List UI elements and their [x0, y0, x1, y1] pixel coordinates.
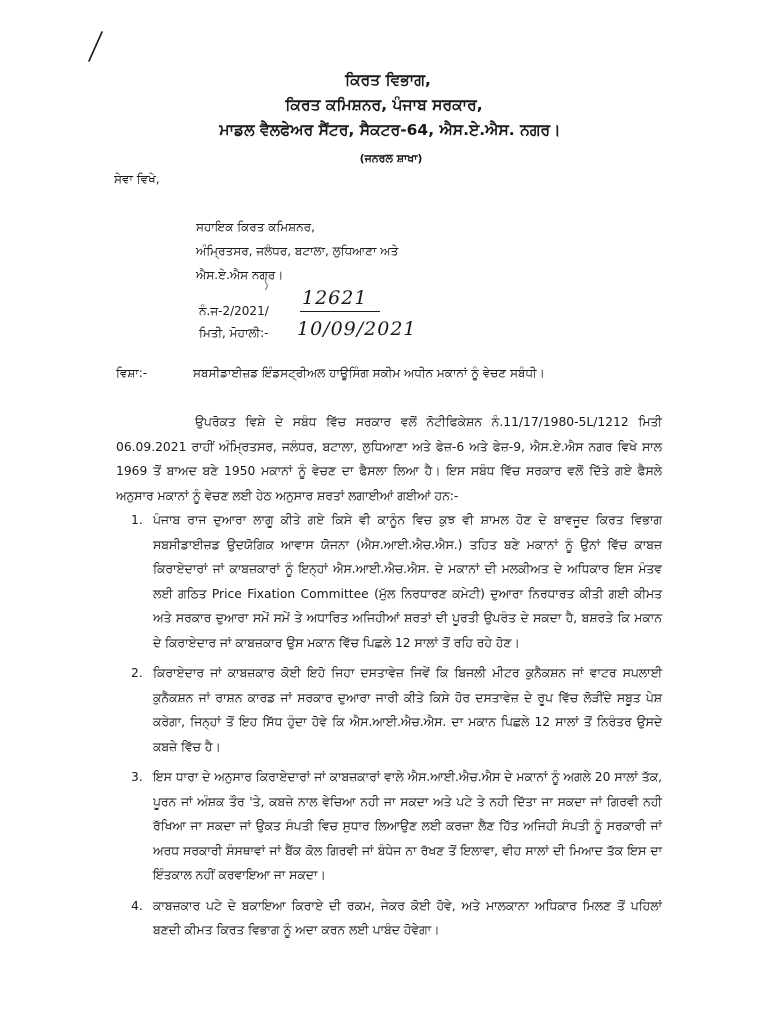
- department-name: ਕਿਰਤ ਵਿਭਾਗ,: [345, 71, 431, 89]
- reference-label: ਨੰ.ਜ-2/2021/: [199, 304, 269, 318]
- conditions-list: [116, 508, 662, 949]
- item-number: 1.: [131, 513, 143, 527]
- item-number: 4.: [131, 898, 143, 913]
- list-item: [116, 894, 662, 943]
- item-text: ਕਾਬਜ਼ਕਾਰ ਪਟੇ ਦੇ ਬਕਾਇਆ ਕਿਰਾਏ ਦੀ ਰਕਮ, ਜੇਕਰ ਕੋਈ ਹੋਵੇ, ਅਤੇ ਮਾਲਕਾਨਾ ਅਧਿਕਾਰ ਮਿਲਣ ਤੋਂ ਪਹਿਲਾਂ ਬਣਦੀ ਕੀਮਤ ਕਿਰਤ ਵਿਭਾਗ ਨੂੰ ਅਦਾ ਕਰਨ ਲਈ ਪਾਬੰਦ ਹੋਵੇਗਾ।: [153, 898, 662, 937]
- pen-stroke-mark: [84, 30, 108, 64]
- addressee-line: ਸਹਾਇਕ ਕਿਰਤ ਕਮਿਸ਼ਨਰ,: [196, 220, 315, 234]
- intro-paragraph: ਉਪਰੋਕਤ ਵਿਸ਼ੇ ਦੇ ਸਬੰਧ ਵਿੱਚ ਸਰਕਾਰ ਵਲੋਂ ਨੋਟੀਫਿਕੇਸ਼ਨ ਨੰ.11/17/1980-5L/1212 ਮਿਤੀ 06.09.2021 ਰਾਹੀਂ ਅੰਮ੍ਰਿਤਸਰ, ਜਲੰਧਰ, ਬਟਾਲਾ, ਲੁਧਿਆਣਾ ਅਤੇ ਫੇਜ਼-6 ਅਤੇ ਫੇਜ਼-9, ਐਸ.ਏ.ਐਸ ਨਗਰ ਵਿਖੇ ਸਾਲ 1969 ਤੋਂ ਬਾਅਦ ਬਣੇ 1950 ਮਕਾਨਾਂ ਨੂੰ ਵੇਚਣ ਦਾ ਫੈਸਲਾ ਲਿਆ ਹੈ। ਇਸ ਸਬੰਧ ਵਿੱਚ ਸਰਕਾਰ ਵਲੋਂ ਦਿੱਤੇ ਗਏ ਫੈਸਲੇ ਅਨੁਸਾਰ ਮਕਾਨਾਂ ਨੂੰ ਵੇਚਣ ਲਈ ਹੇਠ ਅਨੁਸਾਰ ਸ਼ਰਤਾਂ ਲਗਾਈਆਂ ਗਈਆਂ ਹਨ:-: [116, 415, 662, 503]
- list-item: [116, 765, 662, 888]
- subject-label: ਵਿਸ਼ਾ:-: [116, 366, 148, 380]
- reference-number-handwritten: 12621: [302, 287, 368, 309]
- item-text: ਪੰਜਾਬ ਰਾਜ ਦੁਆਰਾ ਲਾਗੂ ਕੀਤੇ ਗਏ ਕਿਸੇ ਵੀ ਕਾਨੂੰਨ ਵਿਚ ਕੁਝ ਵੀ ਸ਼ਾਮਲ ਹੋਣ ਦੇ ਬਾਵਜੂਦ ਕਿਰਤ ਵਿਭਾਗ ਸਬਸੀਡਾਈਜ਼ਡ ਉਦਯੋਗਿਕ ਆਵਾਸ ਯੋਜਨਾ (ਐਸ.ਆਈ.ਐਚ.ਐਸ.) ਤਹਿਤ ਬਣੇ ਮਕਾਨਾਂ ਨੂੰ ਉਨਾਂ ਵਿੱਚ ਕਾਬਜ਼ ਕਿਰਾਏਦਾਰਾਂ ਜਾਂ ਕਾਬਜ਼ਕਾਰਾਂ ਨੂੰ ਇਨ੍ਹਾਂ ਐਸ.ਆਈ.ਐਚ.ਐਸ. ਦੇ ਮਕਾਨਾਂ ਦੀ ਮਲਕੀਅਤ ਦੇ ਅਧਿਕਾਰ ਇਸ ਮੰਤਵ ਲਈ ਗਠਿਤ Price Fixation Committee (ਮੁੱਲ ਨਿਰਧਾਰਣ ਕਮੇਟੀ) ਦੁਆਰਾ ਨਿਰਧਾਰਤ ਕੀਤੀ ਗਈ ਕੀਮਤ ਅਤੇ ਸਰਕਾਰ ਦੁਆਰਾ ਸਮੇਂ ਸਮੇਂ ਤੇ ਅਧਾਰਿਤ ਅਜਿਹੀਆਂ ਸ਼ਰਤਾਂ ਦੀ ਪੂਰਤੀ ਉਪਰੰਤ ਦੇ ਸਕਦਾ ਹੈ, ਬਸ਼ਰਤੇ ਕਿ ਮਕਾਨ ਦੇ ਕਿਰਾਏਦਾਰ ਜਾਂ ਕਾਬਜ਼ਕਾਰ ਉਸ ਮਕਾਨ ਵਿੱਚ ਪਿਛਲੇ 12 ਸਾਲਾਂ ਤੋਂ ਰਹਿ ਰਹੇ ਹੋਣ।: [153, 513, 662, 650]
- addressee-block: [196, 215, 398, 287]
- item-text: ਇਸ ਧਾਰਾ ਦੇ ਅਨੁਸਾਰ ਕਿਰਾਏਦਾਰਾਂ ਜਾਂ ਕਾਬਜ਼ਕਾਰਾਂ ਵਾਲੇ ਐਸ.ਆਈ.ਐਚ.ਐਸ ਦੇ ਮਕਾਨਾਂ ਨੂੰ ਅਗਲੇ 20 ਸਾਲਾਂ ਤੱਕ, ਪੂਰਨ ਜਾਂ ਅੰਸ਼ਕ ਤੌਰ 'ਤੇ, ਕਬਜ਼ੇ ਨਾਲ ਵੇਚਿਆ ਨਹੀ ਜਾ ਸਕਦਾ ਅਤੇ ਪਟੇ ਤੇ ਨਹੀ ਦਿੱਤਾ ਜਾ ਸਕਦਾ ਜਾਂ ਗਿਰਵੀ ਨਹੀ ਰੱਖਿਆ ਜਾ ਸਕਦਾ ਜਾਂ ਉਕਤ ਸੰਪਤੀ ਵਿਚ ਸੁਧਾਰ ਲਿਆਉਣ ਲਈ ਕਰਜ਼ਾ ਲੈਣ ਹਿੱਤ ਅਜਿਹੀ ਸੰਪਤੀ ਨੂੰ ਸਰਕਾਰੀ ਜਾਂ ਅਰਧ ਸਰਕਾਰੀ ਸੰਸਥਾਵਾਂ ਜਾਂ ਬੈਂਕ ਕੋਲ ਗਿਰਵੀ ਜਾਂ ਬੰਧੇਜ ਨਾ ਰੱਖਣ ਤੋਂ ਇਲਾਵਾ, ਵੀਹ ਸਾਲਾਂ ਦੀ ਮਿਆਦ ਤੱਕ ਇਸ ਦਾ ਇੰਤਕਾਲ ਨਹੀਂ ਕਰਵਾਇਆ ਜਾ ਸਕਦਾ।: [153, 770, 662, 882]
- date-label: ਮਿਤੀ, ਮੋਹਾਲੀ:-: [199, 326, 269, 340]
- date-handwritten: 10/09/2021: [297, 318, 417, 340]
- list-item: [116, 661, 662, 759]
- handwritten-tick-mark: [262, 272, 272, 292]
- addressee-line: ਐਸ.ਏ.ਐਸ ਨਗਰ।: [196, 268, 284, 282]
- item-number: 2.: [131, 666, 143, 680]
- item-number: 3.: [131, 770, 143, 784]
- list-item: [116, 508, 662, 655]
- item-text: ਕਿਰਾਏਦਾਰ ਜਾਂ ਕਾਬਜ਼ਕਾਰ ਕੋਈ ਇਹੋ ਜਿਹਾ ਦਸਤਾਵੇਜ਼ ਜਿਵੇਂ ਕਿ ਬਿਜਲੀ ਮੀਟਰ ਕੁਨੈਕਸ਼ਨ ਜਾਂ ਵਾਟਰ ਸਪਲਾਈ ਕੁਨੈਕਸ਼ਨ ਜਾਂ ਰਾਸ਼ਨ ਕਾਰਡ ਜਾਂ ਸਰਕਾਰ ਦੁਆਰਾ ਜਾਰੀ ਕੀਤੇ ਕਿਸੇ ਹੋਰ ਦਸਤਾਵੇਜ਼ ਦੇ ਰੂਪ ਵਿੱਚ ਲੋੜੀਂਦੇ ਸਬੂਤ ਪੇਸ਼ ਕਰੇਗਾ, ਜਿਨ੍ਹਾਂ ਤੋਂ ਇਹ ਸਿੱਧ ਹੁੰਦਾ ਹੋਵੇ ਕਿ ਐਸ.ਆਈ.ਐਚ.ਐਸ. ਦਾ ਮਕਾਨ ਪਿਛਲੇ 12 ਸਾਲਾਂ ਤੋਂ ਨਿਰੰਤਰ ਉਸਦੇ ਕਬਜ਼ੇ ਵਿੱਚ ਹੈ।: [153, 666, 662, 754]
- commissioner-line: ਕਿਰਤ ਕਮਿਸ਼ਨਰ, ਪੰਜਾਬ ਸਰਕਾਰ,: [285, 96, 483, 114]
- reference-underline: [300, 311, 380, 312]
- office-address: ਮਾਡਲ ਵੈਲਫੇਅਰ ਸੈਂਟਰ, ਸੈਕਟਰ-64, ਐਸ.ਏ.ਐਸ. ਨਗਰ।: [219, 121, 561, 139]
- salutation: ਸੇਵਾ ਵਿਖੇ,: [114, 172, 160, 186]
- letterhead: [0, 68, 768, 167]
- addressee-line: ਅੰਮ੍ਰਿਤਸਰ, ਜਲੰਧਰ, ਬਟਾਲਾ, ਲੁਧਿਆਣਾ ਅਤੇ: [196, 244, 399, 258]
- branch-name: (ਜਨਰਲ ਸ਼ਾਖਾ): [359, 152, 423, 165]
- subject-text: ਸਬਸੀਡਾਈਜ਼ਡ ਇੰਡਸਟ੍ਰੀਅਲ ਹਾਊਸਿੰਗ ਸਕੀਮ ਅਧੀਨ ਮਕਾਨਾਂ ਨੂੰ ਵੇਚਣ ਸਬੰਧੀ।: [193, 366, 545, 380]
